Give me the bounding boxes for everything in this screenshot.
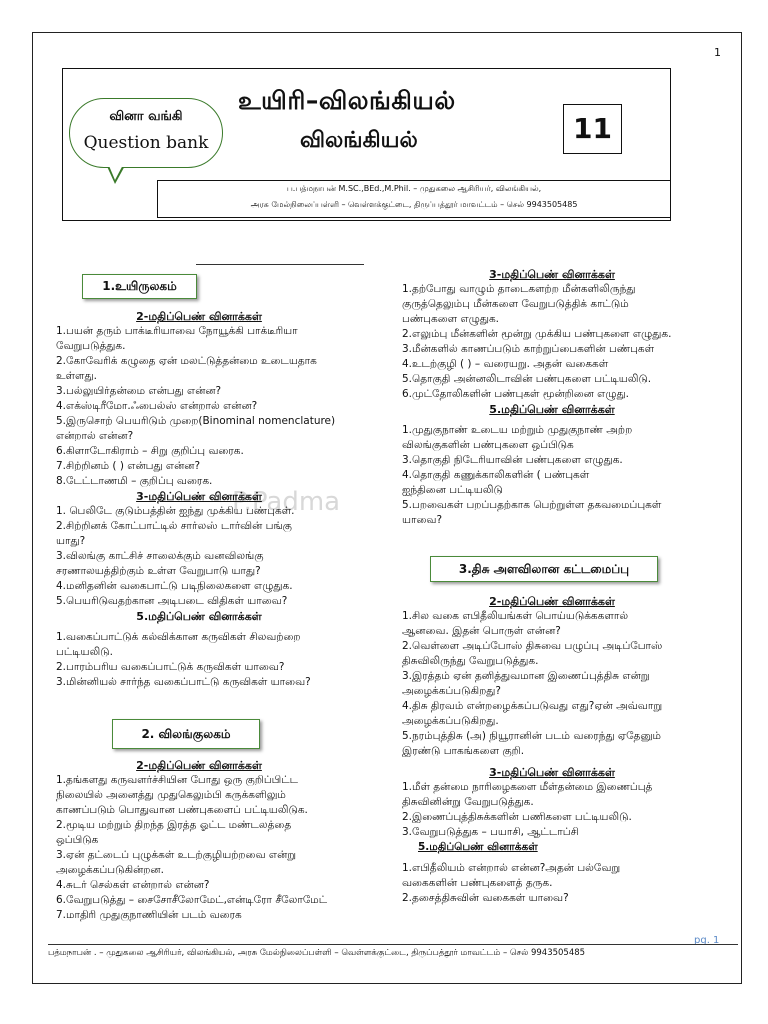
list-item: 5.நரம்புத்திசு (அ) நியூரானின் படம் வரைந்து ஏதேனும் xyxy=(402,730,662,742)
watermark: P.Padma xyxy=(232,487,341,517)
subject-title: உயிரி–விலங்கியல் xyxy=(238,86,456,115)
list-item: 5.இருசொற் பெயரிடும் முறை(Binominal nomenclature) xyxy=(56,415,336,427)
list-item: 1.எபிதீலியம் என்றால் என்ன?அதன் பல்வேறு xyxy=(402,862,621,874)
list-item: 1.தற்போது வாழும் தாடைகளற்ற மீன்களிலிருந்து xyxy=(402,283,636,295)
list-item: சரணாலயத்திற்கும் உள்ள வேறுபாடு யாது? xyxy=(56,565,261,577)
list-item: ஐந்தினை பட்டியலிடு xyxy=(402,484,503,496)
list-item: காணப்படும் பொதுவான பண்புகளைப் பட்டியலிடுக. xyxy=(56,804,308,816)
author-info-box xyxy=(157,180,671,218)
section-heading: 5.மதிப்பெண் வினாக்கள் xyxy=(489,403,615,416)
list-item: 3.தொகுதி நிடேரியாவின் பண்புகளை எழுதுக. xyxy=(402,454,623,466)
list-item: அழைக்கப்படுகிறது. xyxy=(402,715,499,727)
list-item: 2.பாரம்பரிய வகைப்பாட்டுக் கருவிகள் யாவை? xyxy=(56,661,285,673)
list-item: 2.வெள்ளை அடிப்போஸ் திசுவை பழுப்பு அடிப்போஸ் xyxy=(402,640,663,652)
list-item: 1.பயன் தரும் பாக்டீரியாவை நோயூக்கி பாக்டீரியா xyxy=(56,325,298,337)
left-section-2 xyxy=(56,758,342,923)
list-item: 8.டேட்டாணமி – குறிப்பு வரைக. xyxy=(56,475,213,487)
list-item: 1.தங்களது கருவளர்ச்சியின போது ஒரு குறிப்பிட்ட xyxy=(56,774,298,786)
bubble-tamil-label: வினா வங்கி xyxy=(109,109,183,124)
list-item: யாவை? xyxy=(402,514,443,526)
list-item: திசுவினின்று வேறுபடுத்துக. xyxy=(402,796,534,808)
list-item: 4.உடற்குழி ( ) – வரையறு. அதன் வகைகள் xyxy=(402,358,609,370)
list-item: 2.கோவேரிக் கழுதை ஏன் மலட்டுத்தன்மை உடையதாக xyxy=(56,355,317,367)
section-heading: 3-மதிப்பெண் வினாக்கள் xyxy=(136,490,262,503)
chapter-3-title: 3.திசு அளவிலான கட்டமைப்பு xyxy=(430,556,658,582)
list-item: 4.திசு திரவம் என்றழைக்கப்படுவது எது?ஏன் அவ்வாறு xyxy=(402,700,663,712)
class-number-box: 11 xyxy=(563,104,622,154)
list-item: 3.மீன்களில் காணப்படும் காற்றுப்பைகளின் பண்புகள் xyxy=(402,343,655,355)
chapter-2-title: 2. விலங்குலகம் xyxy=(112,719,260,749)
list-item: 6.வேறுபடுத்து – சைசோசீலோமேட்,என்டிரோ சீலோமேட் xyxy=(56,894,328,906)
list-item: வகைகளின் பண்புகளைத் தருக. xyxy=(402,877,553,889)
list-item: 3.விலங்கு காட்சிச் சாலைக்கும் வனவிலங்கு xyxy=(56,550,264,562)
list-item: திசுவிலிருந்து வேறுபடுத்துக. xyxy=(402,655,539,667)
footer-line xyxy=(48,944,738,945)
bubble-english-label: Question bank xyxy=(83,133,209,153)
section-heading: 2-மதிப்பெண் வினாக்கள் xyxy=(136,759,262,772)
page-label: pg. 1 xyxy=(694,935,720,946)
right-section-1 xyxy=(402,267,702,528)
list-item: 1.மீள் தன்மை நாரிழைகளை மீள்தன்மை இணைப்புத் xyxy=(402,781,653,793)
list-item: விலங்குகளின் பண்புகளை ஒப்பிடுக xyxy=(402,439,574,451)
section-heading: 2-மதிப்பெண் வினாக்கள் xyxy=(489,595,615,608)
list-item: 2.மூடிய மற்றும் திறந்த இரத்த ஓட்ட மண்டலத்தை xyxy=(56,819,292,831)
chapter-1-title: 1.உயிருலகம் xyxy=(82,274,197,299)
page-number: 1 xyxy=(714,46,721,59)
list-item: 5.தொகுதி அன்னலிடாவின் பண்புகளை பட்டியலிடு. xyxy=(402,373,652,385)
list-item: 1.வகைப்பாட்டுக் கல்விக்கான கருவிகள் சிலவற்றை xyxy=(56,631,301,643)
left-section-1 xyxy=(56,309,342,690)
footer-text: பத்மநாபன் . – முதுகலை ஆசிரியர், விலங்கியல், அரசு மேல்நிலைப்பள்ளி – வெள்ளக்குட்டை, திருப்பத்தூர் மாவட்டம் – செல் 9943505485 xyxy=(48,948,586,958)
section-heading: 3-மதிப்பெண் வினாக்கள் xyxy=(489,766,615,779)
section-heading: 5.மதிப்பெண் வினாக்கள் xyxy=(136,610,262,623)
list-item: பட்டியலிடு. xyxy=(56,646,113,658)
list-item: 3.வேறுபடுத்துக – பயாசி, ஆட்டாப்சி xyxy=(402,826,579,838)
list-item: 5.பறவைகள் பறப்பதற்காக பெற்றுள்ள தகவமைப்புகள் xyxy=(402,499,662,511)
list-item: 3.மின்னியல் சார்ந்த வகைப்பாட்டு கருவிகள் யாவை? xyxy=(56,676,311,688)
list-item: 7.மாதிரி முதுகுநாணியின் படம் வரைக xyxy=(56,909,242,921)
list-item: 2.சிற்றினக் கோட்பாட்டில் சார்லஸ் டார்வின் பங்கு xyxy=(56,520,292,532)
list-item: 2.தசைத்திசுவின் வகைகள் யாவை? xyxy=(402,892,569,904)
list-item: 3.ஏன் தட்டைப் புழுக்கள் உடற்குழியற்றவை என்று xyxy=(56,849,297,861)
subject-subtitle: விலங்கியல் xyxy=(300,128,418,153)
author-info-line2: அரசு மேல்நிலைப்பள்ளி – வெள்ளக்குட்டை, திருப்பத்தூர் மாவட்டம் – செல் 9943505485 xyxy=(250,200,578,209)
list-item: 2.இணைப்புத்திசுக்களின் பணிகளை பட்டியலிடு. xyxy=(402,811,632,823)
list-item: 4.மனிதனின் வகைபாட்டு படிநிலைகளை எழுதுக. xyxy=(56,580,293,592)
list-item: அழைக்கப்படுகின்றன. xyxy=(56,864,164,876)
list-item: ஆனவை. இதன் பொருள் என்ன? xyxy=(402,625,561,637)
list-item: 1.சில வகை எபிதீலியங்கள் பொய்யடுக்ககளால் xyxy=(402,610,629,622)
list-item: பண்புகளை எழுதுக. xyxy=(402,313,500,325)
list-item: 4.தொகுதி கணுக்காலிகளின் ( பண்புகள் xyxy=(402,469,590,481)
list-item: வேறுபடுத்துக. xyxy=(56,340,126,352)
divider-line xyxy=(196,264,364,265)
list-item: யாது? xyxy=(56,535,86,547)
list-item: நிலையில் அனைத்து முதுகெலும்பி கருக்களிலும் xyxy=(56,789,286,801)
list-item: அழைக்கப்படுகிறது? xyxy=(402,685,501,697)
list-item: 7.சிற்றினம் ( ) என்பது என்ன? xyxy=(56,460,201,472)
list-item: 6.கிளாடோகிராம் – சிறு குறிப்பு வரைக. xyxy=(56,445,244,457)
section-heading: 3-மதிப்பெண் வினாக்கள் xyxy=(489,268,615,281)
right-section-2 xyxy=(402,594,702,906)
list-item: குருத்தெலும்பு மீன்களை வேறுபடுத்திக் காட்டும் xyxy=(402,298,629,310)
list-item: ஒப்பிடுக xyxy=(56,834,99,846)
list-item: 6.முட்தோலிகளின் பண்புகள் மூன்றினை எழுது. xyxy=(402,388,630,400)
list-item: என்றால் என்ன? xyxy=(56,430,134,442)
list-item: 2.எலும்பு மீன்களின் மூன்று முக்கிய பண்புகளை எழுதுக. xyxy=(402,328,672,340)
list-item: 1. பெலிடே குடும்பத்தின் ஐந்து முக்கிய பண்புகள். xyxy=(56,505,295,517)
author-info-line1: ப.பத்மநாபன் M.SC.,BEd.,M.Phil. – முதுகலை ஆசிரியர், விலங்கியல், xyxy=(286,184,542,193)
section-heading: 2-மதிப்பெண் வினாக்கள் xyxy=(136,310,262,323)
list-item: 3.இரத்தம் ஏன் தனித்துவமான இணைப்புத்திசு என்று xyxy=(402,670,650,682)
list-item: 3.பல்லுயிர்தன்மை என்பது என்ன? xyxy=(56,385,222,397)
list-item: 4.சுடர் செல்கள் என்றால் என்ன? xyxy=(56,879,210,891)
list-item: இரண்டு பாகங்களை குறி. xyxy=(402,745,525,757)
list-item: 5.பெயரிடுவதற்கான அடிபடை விதிகள் யாவை? xyxy=(56,595,288,607)
question-bank-bubble xyxy=(69,98,223,168)
list-item: உள்ளது. xyxy=(56,370,97,382)
list-item: 1.முதுகுநாண் உடைய மற்றும் முதுகுநாண் அற்ற xyxy=(402,424,633,436)
section-heading: 5.மதிப்பெண் வினாக்கள் xyxy=(418,841,538,853)
list-item: 4.எக்ஸ்டிரீமோ.ஃபைல்ஸ் என்றால் என்ன? xyxy=(56,400,258,412)
